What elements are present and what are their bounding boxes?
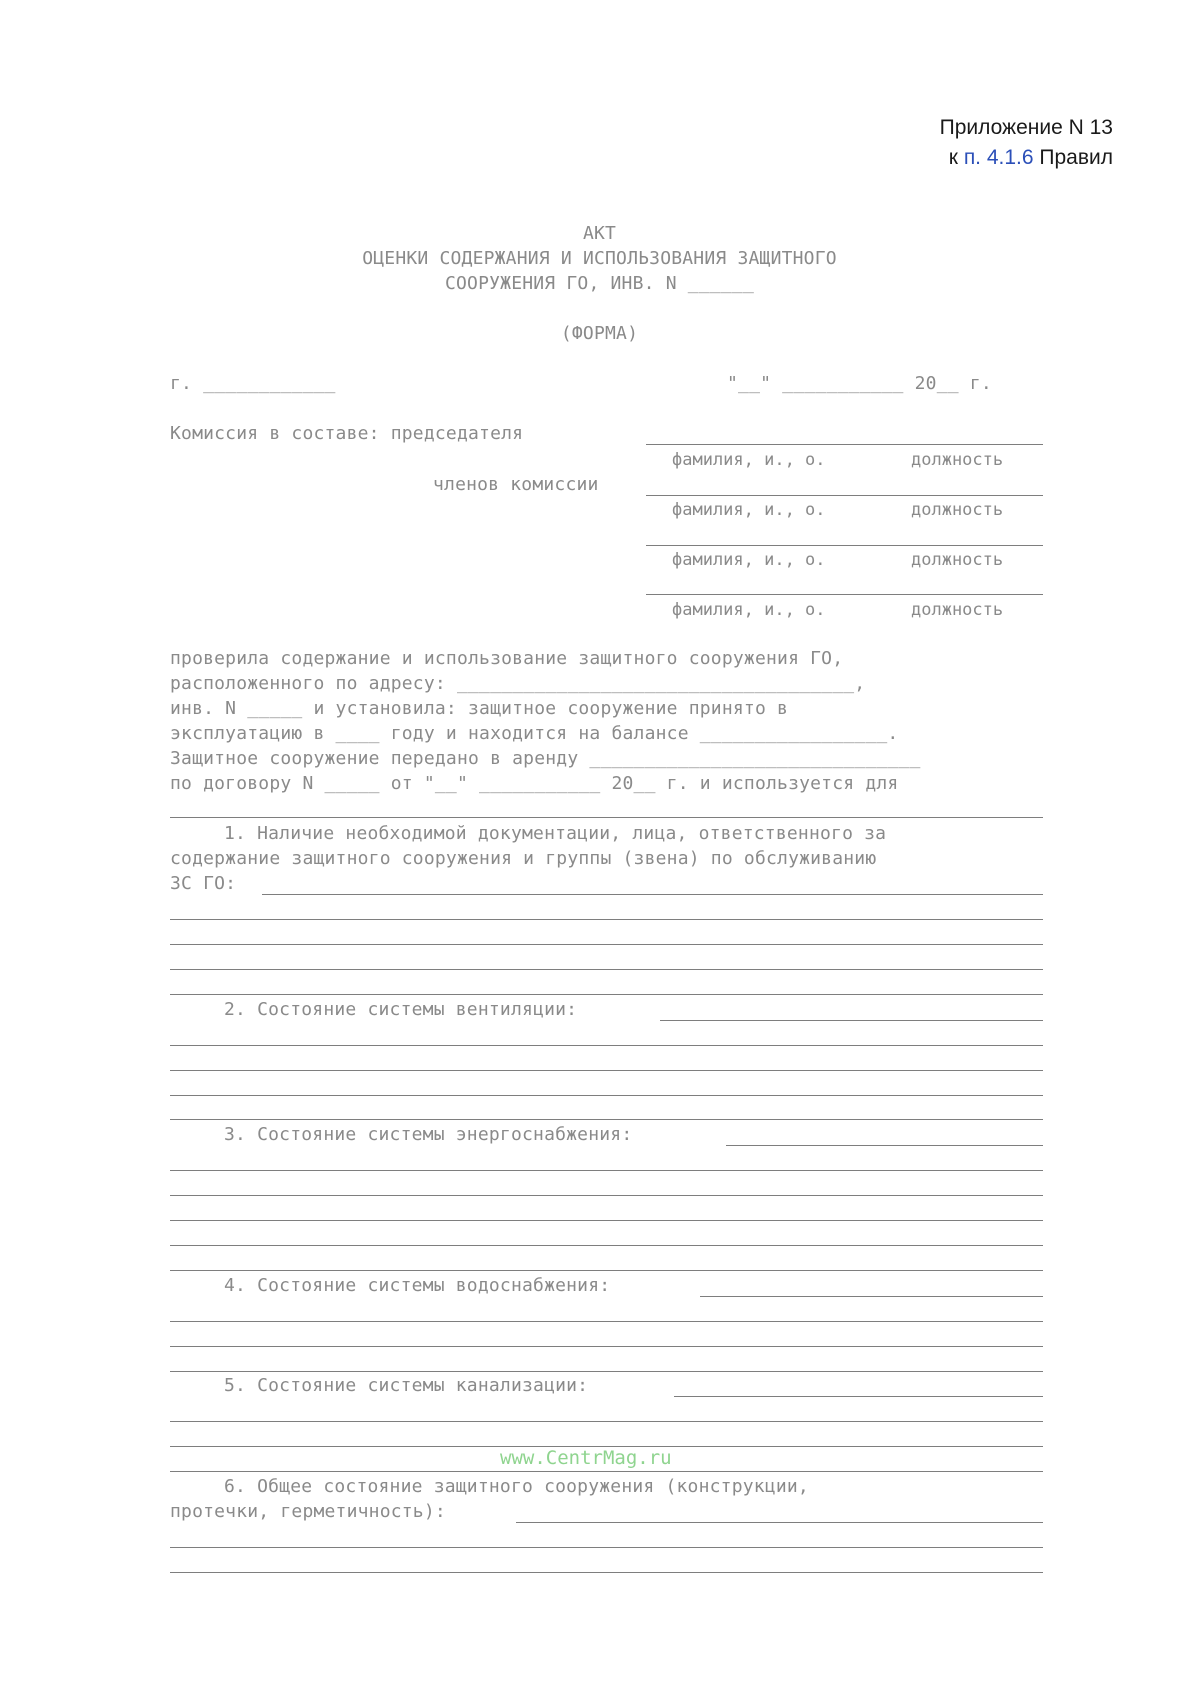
section-4-blank-line <box>170 1321 1043 1322</box>
section-1-blank-line <box>170 969 1043 970</box>
fio-caption: фамилия, и., о. <box>672 500 826 520</box>
city-field: г. ____________ <box>170 373 336 394</box>
section-1-blank-line <box>170 944 1043 945</box>
section-3-blank-line <box>170 1195 1043 1196</box>
appendix-reference <box>949 146 1113 170</box>
section-6-blank-line <box>170 1572 1043 1573</box>
section-4-answer-line <box>700 1296 1043 1297</box>
section-3-blank-line <box>170 1270 1043 1271</box>
section-3-blank-line <box>170 1245 1043 1246</box>
section-5-answer-line <box>674 1396 1043 1397</box>
section-5-blank-line <box>170 1421 1043 1422</box>
section-2-answer-line <box>660 1020 1043 1021</box>
section-3-answer-line <box>726 1145 1043 1146</box>
date-field: "__" ___________ 20__ г. <box>727 373 992 394</box>
member-line-1 <box>646 495 1043 496</box>
section-6-line-1: 6. Общее состояние защитного сооружения (конструкции, <box>224 1476 809 1497</box>
watermark: www.CentrMag.ru <box>500 1447 672 1469</box>
fio-caption: фамилия, и., о. <box>672 600 826 620</box>
rule-point-link[interactable]: п. 4.1.6 <box>963 146 1034 169</box>
section-1-blank-line <box>170 994 1043 995</box>
section-5-blank-line <box>170 1471 1043 1472</box>
section-5-label: 5. Состояние системы канализации: <box>224 1375 589 1396</box>
section-2-blank-line <box>170 1045 1043 1046</box>
position-caption: должность <box>911 600 1004 620</box>
section-1-line-1: 1. Наличие необходимой документации, лица, ответственного за <box>224 823 887 844</box>
section-1-answer-line <box>262 894 1043 895</box>
form-label: (ФОРМА) <box>560 323 639 344</box>
position-caption: должность <box>911 550 1004 570</box>
section-2-blank-line <box>170 1119 1043 1120</box>
section-4-blank-line <box>170 1346 1043 1347</box>
chair-signature-line <box>646 444 1043 445</box>
usage-blank-line <box>170 817 1043 818</box>
section-1-line-2: содержание защитного сооружения и группы (звена) по обслуживанию <box>170 848 877 869</box>
section-6-answer-line <box>516 1522 1043 1523</box>
appendix-ref-suffix: Правил <box>1033 146 1113 169</box>
section-1-blank-line <box>170 919 1043 920</box>
section-6-blank-line <box>170 1547 1043 1548</box>
section-3-label: 3. Состояние системы энергоснабжения: <box>224 1124 633 1145</box>
fio-caption: фамилия, и., о. <box>672 550 826 570</box>
commission-members-label: членов комиссии <box>433 474 599 495</box>
act-subtitle-1: ОЦЕНКИ СОДЕРЖАНИЯ И ИСПОЛЬЗОВАНИЯ ЗАЩИТНОГО <box>362 248 837 269</box>
section-3-blank-line <box>170 1220 1043 1221</box>
act-title: АКТ <box>582 223 617 244</box>
section-2-blank-line <box>170 1070 1043 1071</box>
section-2-label: 2. Состояние системы вентиляции: <box>224 999 578 1020</box>
member-line-2 <box>646 545 1043 546</box>
body-line-6: по договору N _____ от "__" ___________ 20__ г. и используется для <box>170 773 899 794</box>
body-line-2: расположенного по адресу: ____________________________________, <box>170 673 866 694</box>
section-4-blank-line <box>170 1371 1043 1372</box>
section-4-label: 4. Состояние системы водоснабжения: <box>224 1275 611 1296</box>
member-line-3 <box>646 594 1043 595</box>
body-line-3: инв. N _____ и установила: защитное сооружение принято в <box>170 698 789 719</box>
act-subtitle-2: СООРУЖЕНИЯ ГО, ИНВ. N ______ <box>444 273 755 294</box>
section-2-blank-line <box>170 1095 1043 1096</box>
section-3-blank-line <box>170 1170 1043 1171</box>
commission-chair-label: Комиссия в составе: председателя <box>170 423 524 444</box>
section-1-line-3: ЗС ГО: <box>170 873 237 894</box>
position-caption: должность <box>911 450 1004 470</box>
position-caption: должность <box>911 500 1004 520</box>
body-line-4: эксплуатацию в ____ году и находится на балансе _________________. <box>170 723 899 744</box>
appendix-number: Приложение N 13 <box>939 116 1113 139</box>
body-line-1: проверила содержание и использование защитного сооружения ГО, <box>170 648 844 669</box>
body-line-5: Защитное сооружение передано в аренду ______________________________ <box>170 748 921 769</box>
appendix-ref-prefix: к <box>948 146 964 169</box>
fio-caption: фамилия, и., о. <box>672 450 826 470</box>
section-6-line-2: протечки, герметичность): <box>170 1501 446 1522</box>
